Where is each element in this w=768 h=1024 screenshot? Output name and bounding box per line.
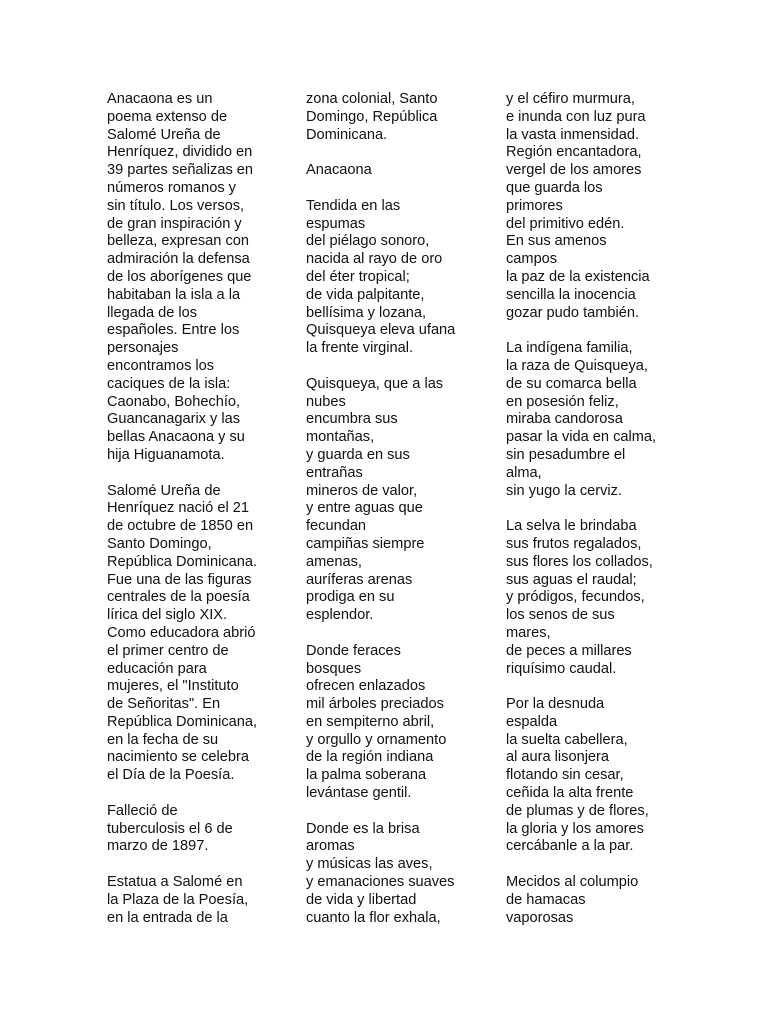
text-line: en posesión feliz, (506, 393, 619, 410)
text-line (506, 500, 696, 518)
text-line: llegada de los (107, 304, 198, 321)
text-line: de gran inspiración y (107, 215, 242, 232)
text-line: e inunda con luz pura (506, 108, 646, 125)
text-line: Salomé Ureña de (107, 126, 221, 143)
text-line: mares, (506, 624, 551, 641)
text-column-left (107, 91, 297, 927)
text-line: gozar pudo también. (506, 304, 640, 321)
text-line: de hamacas (506, 891, 586, 908)
text-line: de peces a millares (506, 642, 632, 659)
text-line: hija Higuanamota. (107, 446, 225, 463)
text-line: vaporosas (506, 909, 574, 926)
text-line: marzo de 1897. (107, 838, 209, 855)
text-line: flotando sin cesar, (506, 767, 624, 784)
text-line: y guarda en sus (306, 446, 410, 463)
text-line: al aura lisonjera (506, 749, 610, 766)
text-line: pasar la vida en calma, (506, 429, 657, 446)
text-line (306, 144, 496, 162)
text-line: del piélago sonoro, (306, 233, 430, 250)
text-line: del primitivo edén. (506, 215, 625, 232)
text-line: encumbra sus (306, 411, 398, 428)
text-line: sin título. Los versos, (107, 197, 245, 214)
text-line: números romanos y (107, 179, 236, 196)
text-line (506, 322, 696, 340)
text-line: Salomé Ureña de (107, 482, 221, 499)
text-line: miraba candorosa (506, 411, 623, 428)
text-line (306, 803, 496, 821)
text-line: zona colonial, Santo (306, 91, 438, 107)
text-line: bellas Anacaona y su (107, 429, 245, 446)
text-line: lírica del siglo XIX. (107, 607, 228, 624)
text-line: la suelta cabellera, (506, 731, 628, 748)
text-line (506, 856, 696, 874)
text-line: de plumas y de flores, (506, 802, 649, 819)
text-line: en la entrada de la (107, 909, 228, 926)
text-line: entrañas (306, 464, 363, 481)
text-line: campos (506, 251, 558, 268)
text-line: de octubre de 1850 en (107, 518, 254, 535)
text-line: Santo Domingo, (107, 535, 212, 552)
text-line: del éter tropical; (306, 268, 410, 285)
text-line: bellísima y lozana, (306, 304, 427, 321)
text-line: nacida al rayo de oro (306, 251, 443, 268)
text-line: auríferas arenas (306, 571, 413, 588)
text-line: esplendor. (306, 607, 374, 624)
text-line: cuanto la flor exhala, (306, 909, 441, 926)
text-line (306, 180, 496, 198)
text-line (107, 465, 297, 483)
text-line: montañas, (306, 429, 375, 446)
text-line: y el céfiro murmura, (506, 91, 635, 107)
text-column-middle (306, 91, 496, 927)
text-line: centrales de la poesía (107, 589, 250, 606)
text-line: alma, (506, 464, 542, 481)
text-line: primores (506, 197, 563, 214)
text-line: campiñas siempre (306, 535, 425, 552)
text-line: poema extenso de (107, 108, 228, 125)
text-line: personajes (107, 340, 179, 357)
text-line: Dominicana. (306, 126, 388, 143)
text-line: Tendida en las (306, 197, 401, 214)
text-column-right (506, 91, 696, 927)
text-line: sus flores los collados, (506, 553, 653, 570)
text-line: tuberculosis el 6 de (107, 820, 233, 837)
text-line: la paz de la existencia (506, 268, 650, 285)
text-line: y emanaciones suaves (306, 874, 455, 891)
text-line: espalda (506, 713, 558, 730)
text-line: Quisqueya, que a las (306, 375, 444, 392)
text-line: levántase gentil. (306, 785, 412, 802)
text-line: de su comarca bella (506, 375, 637, 392)
text-line: la vasta inmensidad. (506, 126, 640, 143)
text-line: La indígena familia, (506, 340, 633, 357)
text-line: sin yugo la cerviz. (506, 482, 622, 499)
text-line: admiración la defensa (107, 251, 250, 268)
text-line (306, 625, 496, 643)
text-line: bosques (306, 660, 362, 677)
text-line: Falleció de (107, 802, 178, 819)
text-line: caciques de la isla: (107, 375, 231, 392)
text-line: educación para (107, 660, 207, 677)
text-line: la raza de Quisqueya, (506, 357, 648, 374)
text-line: Donde es la brisa (306, 820, 420, 837)
text-line: ceñida la alta frente (506, 785, 634, 802)
text-line: y pródigos, fecundos, (506, 589, 645, 606)
text-line: sencilla la inocencia (506, 286, 636, 303)
text-line: el Día de la Poesía. (107, 767, 235, 784)
text-line: En sus amenos (506, 233, 607, 250)
text-line: de vida palpitante, (306, 286, 425, 303)
text-line: fecundan (306, 518, 367, 535)
text-line (107, 785, 297, 803)
text-line: sin pesadumbre el (506, 446, 626, 463)
text-line: prodiga en su (306, 589, 395, 606)
text-line: República Dominicana, (107, 713, 258, 730)
text-line: mineros de valor, (306, 482, 418, 499)
text-line: los senos de sus (506, 607, 615, 624)
text-line: sus aguas el raudal; (506, 571, 637, 588)
text-line: cercábanle a la par. (506, 838, 634, 855)
text-line: Henríquez, dividido en (107, 144, 253, 161)
text-line: Estatua a Salomé en (107, 874, 243, 891)
text-line: La selva le brindaba (506, 518, 637, 535)
text-line: Anacaona es un (107, 91, 213, 107)
text-line: de Señoritas". En (107, 696, 221, 713)
text-line: encontramos los (107, 357, 215, 374)
text-line: y músicas las aves, (306, 856, 433, 873)
text-line: nacimiento se celebra (107, 749, 249, 766)
text-line: riquísimo caudal. (506, 660, 617, 677)
text-line: la palma soberana (306, 767, 427, 784)
text-line: 39 partes señalizas en (107, 162, 254, 179)
text-line: Como educadora abrió (107, 624, 256, 641)
text-line: mujeres, el "Instituto (107, 678, 239, 695)
text-line (506, 678, 696, 696)
text-line: y entre aguas que (306, 500, 423, 517)
text-line: belleza, expresan con (107, 233, 249, 250)
text-line: y orgullo y ornamento (306, 731, 447, 748)
text-line: República Dominicana. (107, 553, 258, 570)
text-line: Mecidos al columpio (506, 874, 639, 891)
text-line: en sempiterno abril, (306, 713, 435, 730)
text-line: sus frutos regalados, (506, 535, 642, 552)
text-line: de la región indiana (306, 749, 434, 766)
text-line: aromas (306, 838, 355, 855)
text-line (107, 856, 297, 874)
text-line: nubes (306, 393, 346, 410)
text-line: Donde feraces (306, 642, 401, 659)
text-line: Por la desnuda (506, 696, 605, 713)
text-line: Domingo, República (306, 108, 438, 125)
text-line: habitaban la isla a la (107, 286, 241, 303)
text-line: Región encantadora, (506, 144, 642, 161)
text-line: Quisqueya eleva ufana (306, 322, 456, 339)
text-line (306, 358, 496, 376)
text-line: el primer centro de (107, 642, 229, 659)
text-line: que guarda los (506, 179, 603, 196)
text-line: espumas (306, 215, 366, 232)
text-line: en la fecha de su (107, 731, 219, 748)
text-line: Henríquez nació el 21 (107, 500, 249, 517)
text-line: de vida y libertad (306, 891, 417, 908)
text-line: la gloria y los amores (506, 820, 644, 837)
text-line: la frente virginal. (306, 340, 414, 357)
text-line: vergel de los amores (506, 162, 642, 179)
text-line: mil árboles preciados (306, 696, 444, 713)
text-line: Anacaona (306, 162, 372, 179)
text-line: amenas, (306, 553, 362, 570)
text-line: la Plaza de la Poesía, (107, 891, 249, 908)
text-line: ofrecen enlazados (306, 678, 426, 695)
text-line: Caonabo, Bohechío, (107, 393, 241, 410)
text-line: españoles. Entre los (107, 322, 240, 339)
text-line: Guancanagarix y las (107, 411, 241, 428)
text-line: Fue una de las figuras (107, 571, 252, 588)
text-line: de los aborígenes que (107, 268, 252, 285)
